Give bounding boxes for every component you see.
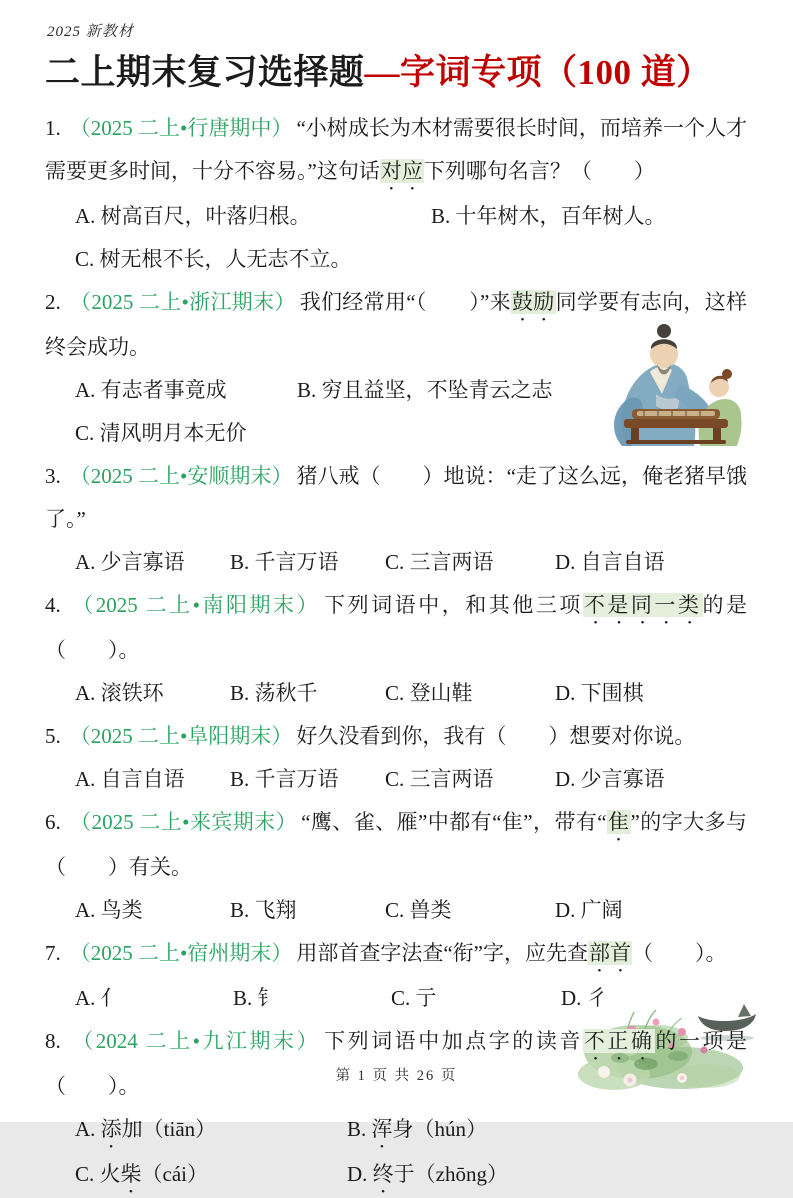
option-d: D. 少言寡语 bbox=[555, 766, 665, 791]
option-d bbox=[347, 1153, 508, 1198]
highlighted-term: 对应 bbox=[380, 158, 423, 183]
option-c: C. 兽类 bbox=[385, 897, 452, 922]
option-text: A. bbox=[75, 1116, 101, 1141]
stem-text: 下列词语中，和其他三项 bbox=[324, 592, 583, 617]
question-8-options-row1 bbox=[45, 1108, 747, 1153]
question-source: （2025 二上•来宾期末） bbox=[69, 809, 298, 834]
option-d: D. 彳 bbox=[561, 985, 608, 1010]
question-7 bbox=[45, 932, 747, 1020]
stem-text: 好久没看到你，我有（ ）想要对你说。 bbox=[296, 723, 696, 748]
question-2-options-row2 bbox=[45, 412, 747, 455]
option-b: B. 钅 bbox=[233, 985, 279, 1010]
title-black-part: 二上期末复习选择题 bbox=[45, 53, 365, 92]
option-a: A. 亻 bbox=[75, 985, 122, 1010]
question-number: 7. bbox=[45, 940, 61, 965]
option-b: B. 千言万语 bbox=[230, 549, 339, 574]
question-5-stem bbox=[45, 715, 747, 758]
question-source: （2025 二上•行唐期中） bbox=[69, 115, 293, 140]
question-1-options-row2 bbox=[45, 238, 747, 281]
option-c: C. 清风明月本无价 bbox=[75, 420, 247, 445]
question-3 bbox=[45, 455, 747, 584]
option-b: B. 十年树木，百年树人。 bbox=[431, 203, 666, 228]
dotted-character: 添 bbox=[100, 1116, 122, 1141]
question-source: （2025 二上•阜阳期末） bbox=[69, 723, 293, 748]
question-source: （2025 二上•浙江期末） bbox=[69, 289, 296, 314]
question-4-options bbox=[45, 672, 747, 715]
option-d: D. 自言自语 bbox=[555, 549, 665, 574]
question-number: 6. bbox=[45, 809, 61, 834]
option-text: 身（hún） bbox=[392, 1116, 488, 1141]
option-a: A. 树高百尺，叶落归根。 bbox=[75, 203, 311, 228]
question-number: 8. bbox=[45, 1028, 61, 1053]
stem-text: 的一项是（ ）。 bbox=[45, 1028, 748, 1098]
question-7-stem bbox=[45, 932, 747, 977]
question-number: 5. bbox=[45, 723, 61, 748]
question-3-options bbox=[45, 541, 747, 584]
question-8-options-row2 bbox=[45, 1153, 747, 1198]
option-b: B. 飞翔 bbox=[230, 897, 297, 922]
question-8 bbox=[45, 1020, 747, 1198]
question-5-options bbox=[45, 758, 747, 801]
question-number: 3. bbox=[45, 463, 61, 488]
stem-text: ”的字大多与（ ）有关。 bbox=[45, 809, 747, 879]
question-number: 1. bbox=[45, 115, 61, 140]
option-b: B. 穷且益坚，不坠青云之志 bbox=[297, 377, 553, 402]
question-1-stem bbox=[45, 107, 747, 195]
stem-text: “小树成长为木材需要很长时间，而培养一个人才需要更多时间，十分不容易。”这句话 bbox=[45, 115, 747, 183]
option-a: A. 有志者事竟成 bbox=[75, 377, 227, 402]
option-text: D. bbox=[347, 1161, 373, 1186]
option-text: 加（tiān） bbox=[121, 1116, 217, 1141]
question-5 bbox=[45, 715, 747, 801]
question-source: （2025 二上•南阳期末） bbox=[69, 592, 321, 617]
dotted-character: 浑 bbox=[371, 1116, 393, 1141]
highlighted-term: 不是同一类 bbox=[583, 592, 702, 617]
stem-text: （ ）。 bbox=[632, 940, 727, 965]
page-title bbox=[45, 51, 747, 95]
option-text: B. bbox=[347, 1116, 372, 1141]
option-a: A. 鸟类 bbox=[75, 897, 143, 922]
option-b: B. 荡秋千 bbox=[230, 680, 318, 705]
option-c: C. 登山鞋 bbox=[385, 680, 473, 705]
option-b: B. 千言万语 bbox=[230, 766, 339, 791]
option-d: D. 广阔 bbox=[555, 897, 623, 922]
option-a: A. 少言寡语 bbox=[75, 549, 185, 574]
question-6 bbox=[45, 801, 747, 932]
stem-text: 用部首查字法查“衔”字，应先查 bbox=[296, 940, 588, 965]
option-a: A. 滚铁环 bbox=[75, 680, 164, 705]
question-1-options-row1 bbox=[45, 195, 747, 238]
question-3-stem bbox=[45, 455, 747, 541]
stem-text: 下列词语中加点字的读音 bbox=[324, 1028, 583, 1053]
question-1 bbox=[45, 107, 747, 281]
highlighted-term: 部首 bbox=[589, 940, 631, 965]
question-2-options-row1 bbox=[45, 369, 747, 412]
highlighted-term: 不正确 bbox=[583, 1028, 655, 1053]
stem-text: 猪八戒（ ）地说：“走了这么远，俺老猪早饿了。” bbox=[45, 463, 747, 531]
edition-watermark: 2025 新教材 bbox=[47, 24, 134, 40]
option-c: C. 亍 bbox=[391, 985, 437, 1010]
option-d: D. 下围棋 bbox=[555, 680, 644, 705]
question-7-options bbox=[45, 977, 747, 1020]
question-source: （2025 二上•安顺期末） bbox=[69, 463, 293, 488]
question-2-stem bbox=[45, 281, 747, 369]
question-number: 2. bbox=[45, 289, 61, 314]
question-6-options bbox=[45, 889, 747, 932]
stem-text: 下列哪句名言？（ ） bbox=[423, 158, 655, 183]
title-red-part: —字词专项（100 道） bbox=[364, 53, 712, 92]
option-c: C. 三言两语 bbox=[385, 766, 494, 791]
dotted-character: 柴 bbox=[120, 1161, 142, 1186]
stem-text: “鹰、雀、雁”中都有“隹”，带有“ bbox=[301, 809, 607, 834]
option-c: C. 树无根不长，人无志不立。 bbox=[75, 246, 352, 271]
option-c bbox=[75, 1153, 347, 1198]
question-source: （2025 二上•宿州期末） bbox=[69, 940, 293, 965]
question-6-stem bbox=[45, 801, 747, 889]
stem-text: 的是（ ）。 bbox=[45, 592, 748, 662]
option-text: 于（zhōng） bbox=[393, 1161, 508, 1186]
option-b bbox=[347, 1108, 487, 1153]
highlighted-term: 鼓励 bbox=[511, 289, 555, 314]
highlighted-term: 隹 bbox=[607, 809, 630, 834]
page-number-footer: 第 1 页 共 26 页 bbox=[335, 1068, 458, 1084]
question-4-stem bbox=[45, 584, 747, 672]
question-number: 4. bbox=[45, 592, 61, 617]
option-text: （cái） bbox=[141, 1161, 208, 1186]
option-text: C. 火 bbox=[75, 1161, 121, 1186]
option-c: C. 三言两语 bbox=[385, 549, 494, 574]
option-a bbox=[75, 1108, 347, 1153]
option-a: A. 自言自语 bbox=[75, 766, 185, 791]
question-2 bbox=[45, 281, 747, 455]
dotted-character: 终 bbox=[372, 1161, 394, 1186]
question-source: （2024 二上•九江期末） bbox=[69, 1028, 321, 1053]
stem-text: 同学要有志向，这样终会成功。 bbox=[45, 289, 747, 359]
question-4 bbox=[45, 584, 747, 715]
stem-text: 我们经常用“（ ）”来 bbox=[299, 289, 511, 314]
